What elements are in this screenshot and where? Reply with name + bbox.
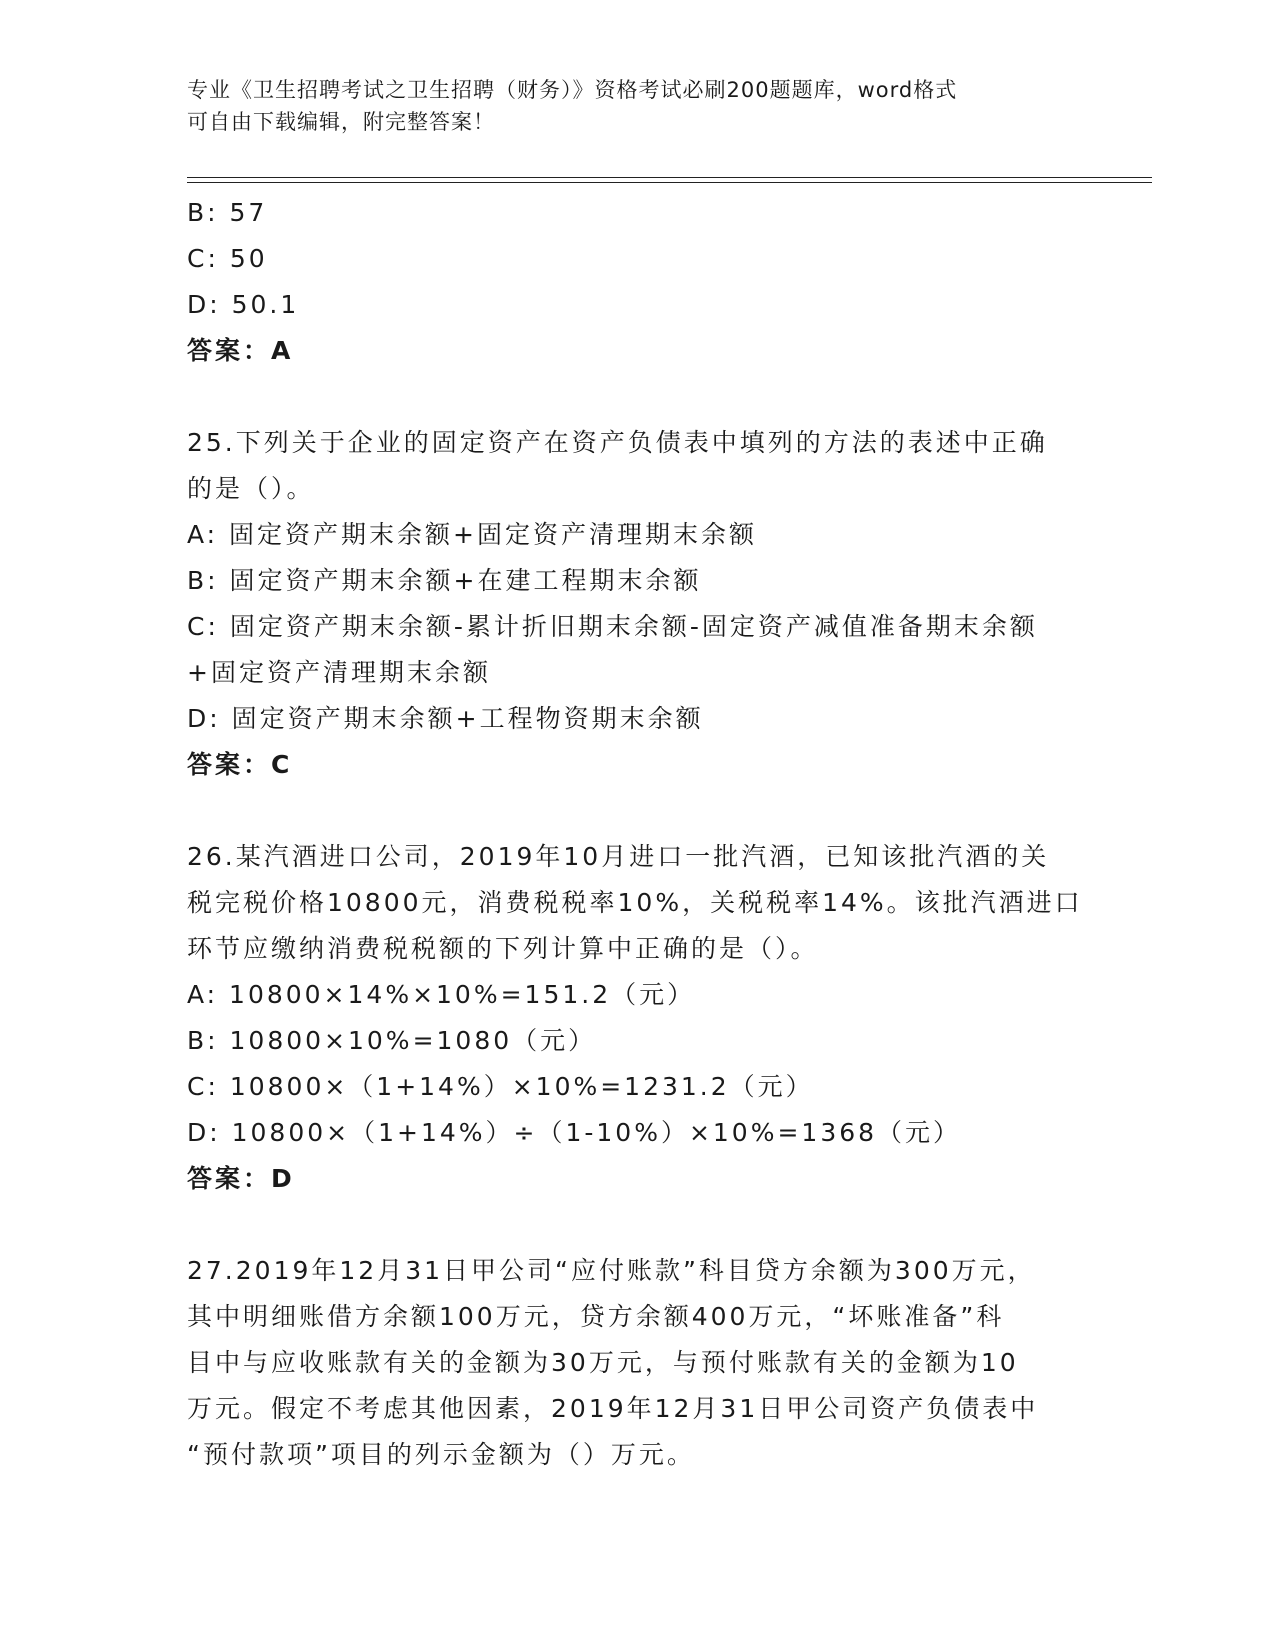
option-b: B: 57 — [187, 198, 268, 227]
question-26-stem-line-3: 环节应缴纳消费税税额的下列计算中正确的是（）。 — [187, 934, 819, 963]
question-27-stem-line-5: “预付款项”项目的列示金额为（）万元。 — [187, 1440, 695, 1469]
question-26-stem-line-2: 税完税价格10800元，消费税税率10%，关税税率14%。该批汽酒进口 — [187, 888, 1083, 917]
option-b: B: 固定资产期末余额+在建工程期末余额 — [187, 566, 702, 595]
question-27-stem-line-4: 万元。假定不考虑其他因素，2019年12月31日甲公司资产负债表中 — [187, 1394, 1039, 1423]
option-a: A: 10800×14%×10%=151.2（元） — [187, 980, 696, 1009]
header-line-1: 专业《卫生招聘考试之卫生招聘（财务）》资格考试必刷200题题库，word格式 — [187, 78, 958, 102]
header-divider-top — [187, 177, 1152, 178]
question-25-stem-line-1: 25.下列关于企业的固定资产在资产负债表中填列的方法的表述中正确 — [187, 428, 1048, 457]
question-25-stem-line-2: 的是（）。 — [187, 474, 315, 503]
question-26 — [187, 834, 1083, 1202]
question-27-stem-line-1: 27.2019年12月31日甲公司“应付账款”科目贷方余额为300万元， — [187, 1256, 1036, 1285]
option-c: C: 固定资产期末余额-累计折旧期末余额-固定资产减值准备期末余额 — [187, 612, 1038, 641]
option-c: C: 50 — [187, 244, 268, 273]
question-27 — [187, 1248, 1077, 1478]
spacer — [187, 374, 1077, 420]
option-d: D: 50.1 — [187, 290, 300, 319]
option-d: D: 固定资产期末余额+工程物资期末余额 — [187, 704, 704, 733]
option-b: B: 10800×10%=1080（元） — [187, 1026, 597, 1055]
spacer — [187, 788, 1077, 834]
option-c: C: 10800×（1+14%）×10%=1231.2（元） — [187, 1072, 814, 1101]
question-24-answer: 答案：A — [187, 336, 294, 365]
header-line-2: 可自由下载编辑，附完整答案！ — [187, 110, 495, 134]
question-24-options — [187, 190, 1077, 328]
question-25-answer: 答案：C — [187, 750, 293, 779]
page-header — [187, 74, 1087, 138]
option-d: D: 10800×（1+14%）÷（1-10%）×10%=1368（元） — [187, 1118, 962, 1147]
question-27-stem-line-2: 其中明细账借方余额100万元，贷方余额400万元，“坏账准备”科 — [187, 1302, 1005, 1331]
spacer — [187, 1202, 1077, 1248]
header-divider-bottom — [187, 182, 1152, 183]
question-26-stem-line-1: 26.某汽酒进口公司，2019年10月进口一批汽酒，已知该批汽酒的关 — [187, 842, 1050, 871]
option-c-continued: +固定资产清理期末余额 — [187, 658, 491, 687]
question-27-stem-line-3: 目中与应收账款有关的金额为30万元，与预付账款有关的金额为10 — [187, 1348, 1019, 1377]
question-25 — [187, 420, 1077, 788]
document-body — [187, 190, 1083, 1478]
question-26-answer: 答案：D — [187, 1164, 295, 1193]
option-a: A: 固定资产期末余额+固定资产清理期末余额 — [187, 520, 757, 549]
